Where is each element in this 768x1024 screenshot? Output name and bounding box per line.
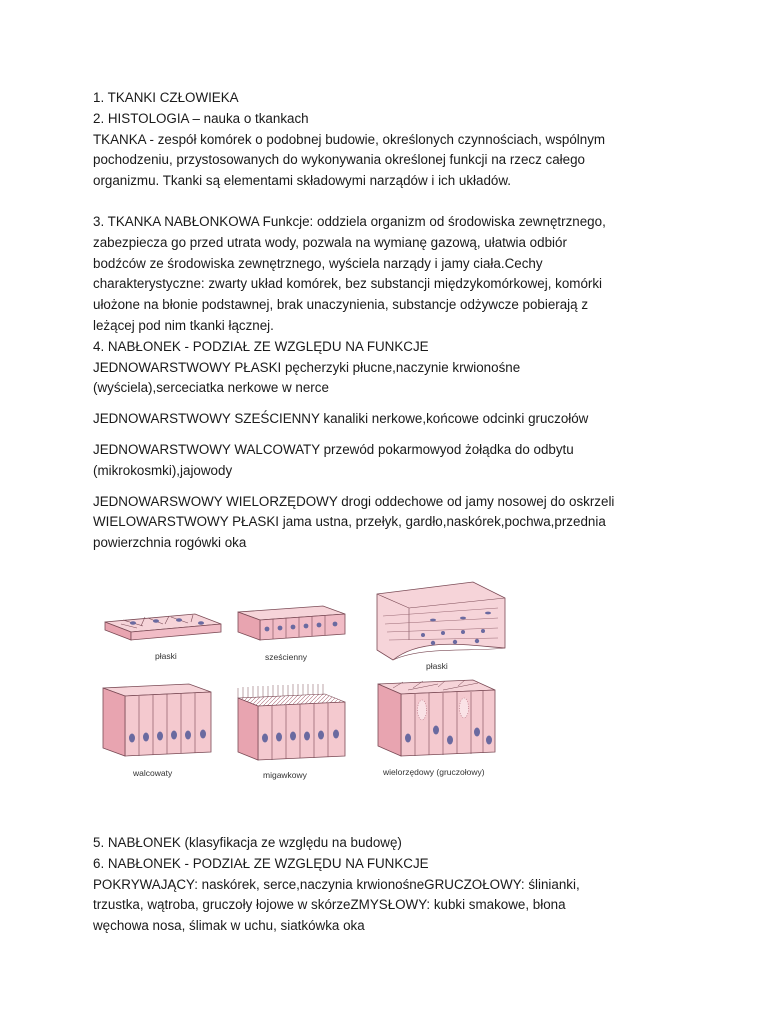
epithelium-paragraph-line: leżącej pod nim tkanki łącznej. (93, 317, 274, 333)
functions-line: POKRYWAJĄCY: naskórek, serce,naczynia krwionośneGRUCZOŁOWY: ślinianki, (93, 876, 580, 892)
block-stratified-squamous (377, 582, 505, 660)
type-jednowarstwowy-plaski: JEDNOWARSTWOWY PŁASKI pęcherzyki płucne,naczynie krwionośne (93, 359, 521, 375)
epithelium-paragraph-line: ułożone na błonie podstawnej, brak unaczynienia, substancje odżywcze pobierają z (93, 297, 589, 313)
document-body (93, 88, 693, 554)
caption-plaski-2: płaski (426, 661, 448, 671)
type-jednowarstwowy-walcowaty: JEDNOWARSTWOWY WALCOWATY przewód pokarmowyod żołądka do odbytu (93, 441, 574, 457)
epithelium-paragraph-line: 3. TKANKA NABŁONKOWA Funkcje: oddziela organizm od środowiska zewnętrznego, (93, 213, 606, 229)
block-simple-cuboidal (238, 606, 345, 640)
heading-klasyfikacja-budowa: 5. NABŁONEK (klasyfikacja ze względu na budowę) (93, 835, 402, 850)
definition-line: organizmu. Tkanki są elementami składowymi narządów i ich układów. (93, 173, 512, 189)
caption-wielorzedowy: wielorzędowy (gruczołowy) (383, 767, 485, 777)
functions-line: węchowa nosa, ślimak w uchu, siatkówka oka (93, 918, 365, 934)
type-jednowarstwowy-plaski-cont: (wyściela),serceciatka nerkowe w nerce (93, 380, 329, 396)
block-pseudostratified-glandular (378, 680, 495, 756)
definition-line: pochodzeniu, przystosowanych do wykonywania określonej funkcji na rzecz całego (93, 152, 586, 168)
heading-tkanki-czlowieka: 1. TKANKI CZŁOWIEKA (93, 90, 239, 105)
type-wielorzedowy: JEDNOWARSWOWY WIELORZĘDOWY drogi oddechowe od jamy nosowej do oskrzeli (93, 493, 615, 509)
caption-plaski-1: płaski (155, 651, 177, 661)
epithelium-paragraph-line: charakterystyczne: zwarty układ komórek, bez substancji międzykomórkowej, komórki (93, 276, 603, 292)
block-ciliated (238, 684, 345, 760)
block-simple-columnar (103, 684, 211, 756)
functions-line: trzustka, wątroba, gruczoły łojowe w skórzeZMYSŁOWY: kubki smakowe, błona (93, 897, 566, 913)
type-jednowarstwowy-szescienny: JEDNOWARSTWOWY SZEŚCIENNY kanaliki nerkowe,końcowe odcinki gruczołów (93, 411, 589, 427)
type-wielowarstwowy-plaski-cont: powierzchnia rogówki oka (93, 535, 247, 551)
caption-szescienny: sześcienny (265, 652, 308, 662)
definition-line: TKANKA - zespół komórek o podobnej budowie, określonych czynnościach, wspólnym (93, 131, 606, 147)
document-body-continued (93, 833, 693, 937)
heading-histologia: 2. HISTOLOGIA – nauka o tkankach (93, 110, 309, 126)
heading-podzial-funkcje: 6. NABŁONEK - PODZIAŁ ZE WZGLĘDU NA FUNKCJE (93, 855, 429, 871)
epithelium-illustration (93, 580, 513, 790)
caption-walcowaty: walcowaty (133, 768, 173, 778)
caption-migawkowy: migawkowy (263, 770, 307, 780)
block-simple-squamous (105, 614, 221, 640)
epithelium-paragraph-line: bodźców ze środowiska zewnętrznego, wyściela narządy i jamy ciała.Cechy (93, 255, 543, 271)
epithelium-paragraph-line: zabezpiecza go przed utrata wody, pozwala na wymianę gazową, ułatwia odbiór (93, 234, 567, 250)
type-wielowarstwowy-plaski: WIELOWARSTWOWY PŁASKI jama ustna, przełyk, gardło,naskórek,pochwa,przednia (93, 514, 606, 530)
type-jednowarstwowy-walcowaty-cont: (mikrokosmki),jajowody (93, 462, 233, 478)
section4-title: 4. NABŁONEK - PODZIAŁ ZE WZGLĘDU NA FUNKCJE (93, 338, 429, 354)
epithelium-types-figure (93, 580, 513, 790)
